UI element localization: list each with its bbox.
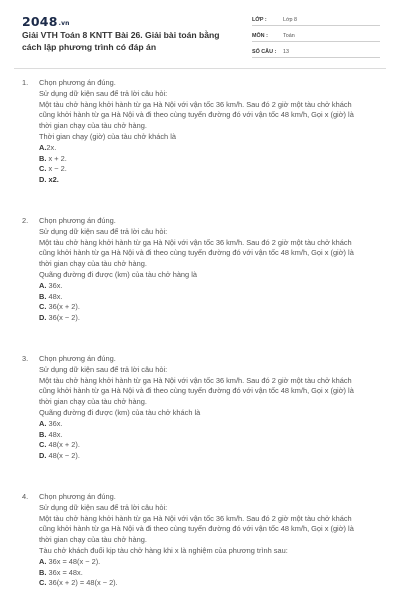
answer-option-d[interactable] <box>39 451 384 462</box>
question-prompt: Thời gian chạy (giờ) của tàu chở khách là <box>39 131 176 141</box>
question-context-intro: Sử dụng dữ kiện sau để trả lời câu hỏi: <box>39 88 168 98</box>
question-passage-line: thời gian chạy của tàu chở hàng. <box>39 397 147 407</box>
page-title: Giải VTH Toán 8 KNTT Bài 26. Giải bài toán bằng cách lập phương trình có đáp án <box>22 30 220 52</box>
question-4 <box>22 492 384 589</box>
option-letter: A. <box>39 280 47 290</box>
document-header <box>0 0 400 66</box>
answer-option-c[interactable] <box>39 578 384 589</box>
question-body <box>39 492 384 589</box>
option-letter: B. <box>39 567 47 577</box>
meta-value-count: 13 <box>283 49 289 55</box>
option-text: 2x. <box>46 142 57 152</box>
option-letter: B. <box>39 153 47 163</box>
question-passage-line: thời gian chạy của tàu chở hàng. <box>39 259 147 269</box>
option-letter: C. <box>39 302 47 312</box>
question-body <box>39 216 384 324</box>
option-letter: D. <box>39 451 47 461</box>
answer-option-a[interactable] <box>39 419 384 430</box>
answer-option-b[interactable] <box>39 430 384 441</box>
option-letter: C. <box>39 578 47 588</box>
question-prompt: Quãng đường đi được (km) của tàu chở khách là <box>39 407 201 417</box>
question-passage-line: cũng khởi hành từ ga Hà Nội và đi theo cùng tuyến đường đó với vận tốc 48 km/h, Gọi x (giờ) là <box>39 524 354 534</box>
meta-label-subject: MÔN : <box>252 33 268 39</box>
answer-option-a[interactable] <box>39 143 384 154</box>
option-text: 36x. <box>48 280 63 290</box>
question-passage-line: Một tàu chở hàng khởi hành từ ga Hà Nội với vận tốc 36 km/h. Sau đó 2 giờ một tàu chở khách <box>39 513 352 523</box>
question-number: 2. <box>22 216 29 225</box>
question-instruction: Chọn phương án đúng. <box>39 354 116 363</box>
meta-label-count: SỐ CÂU : <box>252 49 277 55</box>
option-text: 36x = 48(x − 2). <box>48 556 101 566</box>
option-text: 48(x − 2). <box>48 451 80 461</box>
option-letter: B. <box>39 291 47 301</box>
answer-option-b[interactable] <box>39 568 384 579</box>
option-text: 48(x + 2). <box>48 440 80 450</box>
question-passage-line: cũng khởi hành từ ga Hà Nội và đi theo cùng tuyến đường đó với vận tốc 48 km/h, Gọi x (giờ) là <box>39 110 354 120</box>
question-1 <box>22 78 384 186</box>
option-text: 48x. <box>48 429 63 439</box>
question-instruction: Chọn phương án đúng. <box>39 492 116 501</box>
question-2 <box>22 216 384 324</box>
question-body <box>39 354 384 462</box>
option-text: x2. <box>48 175 59 185</box>
question-number: 3. <box>22 354 29 363</box>
answer-option-c[interactable] <box>39 440 384 451</box>
option-text: x + 2. <box>48 153 67 163</box>
meta-value-subject: Toán <box>283 33 295 39</box>
answer-option-b[interactable] <box>39 154 384 165</box>
meta-value-grade: Lớp 8 <box>283 17 298 23</box>
answer-option-d[interactable] <box>39 175 384 186</box>
question-passage-line: thời gian chạy của tàu chở hàng. <box>39 121 147 131</box>
question-passage-line: Một tàu chở hàng khởi hành từ ga Hà Nội với vận tốc 36 km/h. Sau đó 2 giờ một tàu chở khách <box>39 375 352 385</box>
option-letter: A. <box>39 418 47 428</box>
answer-option-b[interactable] <box>39 292 384 303</box>
header-divider <box>14 68 386 69</box>
question-number: 1. <box>22 78 29 87</box>
question-passage-line: thời gian chạy của tàu chở hàng. <box>39 535 147 545</box>
meta-row-subject <box>252 28 380 42</box>
option-letter: D. <box>39 313 47 323</box>
question-prompt: Quãng đường đi được (km) của tàu chở hàng là <box>39 269 197 279</box>
logo-sub-text: .vn <box>58 20 70 27</box>
question-passage-line: cũng khởi hành từ ga Hà Nội và đi theo cùng tuyến đường đó với vận tốc 48 km/h, Gọi x (giờ) là <box>39 386 354 396</box>
option-letter: A. <box>39 556 47 566</box>
question-context-intro: Sử dụng dữ kiện sau để trả lời câu hỏi: <box>39 364 168 374</box>
question-context-intro: Sử dụng dữ kiện sau để trả lời câu hỏi: <box>39 502 168 512</box>
option-text: 36x = 48x. <box>48 567 83 577</box>
logo-main-text: 2048 <box>22 14 58 29</box>
answer-option-a[interactable] <box>39 281 384 292</box>
option-text: 36(x − 2). <box>48 313 80 323</box>
option-text: 48x. <box>48 291 63 301</box>
option-text: 36(x + 2) = 48(x − 2). <box>48 578 118 588</box>
question-instruction: Chọn phương án đúng. <box>39 216 116 225</box>
option-text: 36(x + 2). <box>48 302 80 312</box>
answer-option-c[interactable] <box>39 164 384 175</box>
option-text: 36x. <box>48 418 63 428</box>
question-context-intro: Sử dụng dữ kiện sau để trả lời câu hỏi: <box>39 226 168 236</box>
answer-option-d[interactable] <box>39 313 384 324</box>
meta-label-grade: LỚP : <box>252 17 267 23</box>
site-logo[interactable] <box>22 14 70 29</box>
option-letter: A. <box>39 142 47 152</box>
answer-option-a[interactable] <box>39 557 384 568</box>
meta-row-grade <box>252 12 380 26</box>
question-passage-line: cũng khởi hành từ ga Hà Nội và đi theo cùng tuyến đường đó với vận tốc 48 km/h, Gọi x (giờ) là <box>39 248 354 258</box>
meta-row-count <box>252 44 380 58</box>
option-letter: C. <box>39 440 47 450</box>
question-prompt: Tàu chở khách đuổi kịp tàu chở hàng khi x là nghiệm của phương trình sau: <box>39 545 288 555</box>
question-body <box>39 78 384 186</box>
answer-option-c[interactable] <box>39 302 384 313</box>
question-3 <box>22 354 384 462</box>
question-passage-line: Một tàu chở hàng khởi hành từ ga Hà Nội với vận tốc 36 km/h. Sau đó 2 giờ một tàu chở khách <box>39 237 352 247</box>
question-passage-line: Một tàu chở hàng khởi hành từ ga Hà Nội với vận tốc 36 km/h. Sau đó 2 giờ một tàu chở khách <box>39 99 352 109</box>
question-instruction: Chọn phương án đúng. <box>39 78 116 87</box>
meta-box <box>252 12 380 60</box>
option-letter: C. <box>39 164 47 174</box>
option-letter: D. <box>39 175 47 185</box>
question-number: 4. <box>22 492 29 501</box>
option-letter: B. <box>39 429 47 439</box>
option-text: x − 2. <box>48 164 67 174</box>
